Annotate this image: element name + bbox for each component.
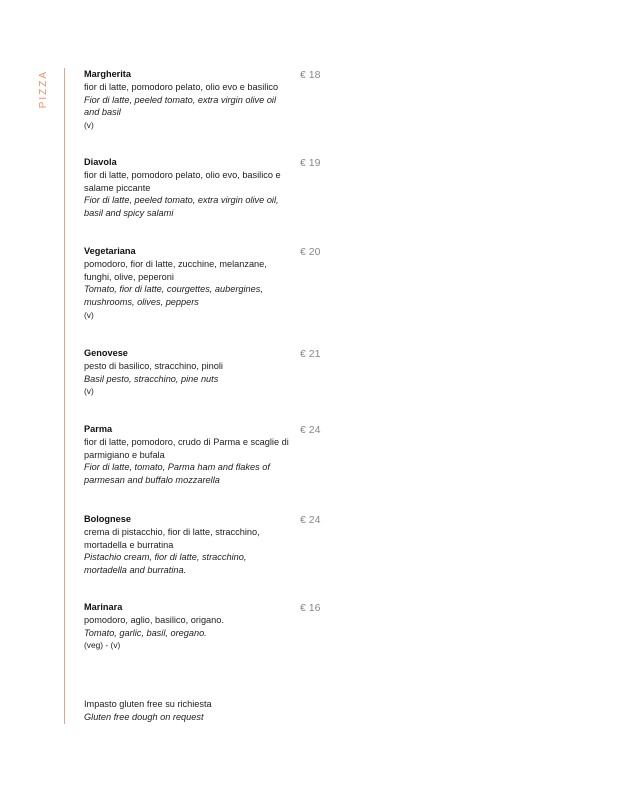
item-description-italian: fior di latte, pomodoro, crudo di Parma e scaglie di parmigiano e bufala [84,436,289,460]
note-italian: Impasto gluten free su richiesta [84,699,212,709]
item-name: Parma [84,424,113,434]
item-description-english: Fior di latte, peeled tomato, extra virgin olive oil, basil and spicy salami [84,195,279,219]
item-diet-tag: (v) [84,386,94,397]
note-english: Gluten free dough on request [84,712,204,722]
item-description-english: Basil pesto, stracchino, pine nuts [84,373,219,384]
item-diet-tag: (v) [84,120,94,131]
menu-item-vegetariana [84,245,534,322]
menu-item-margherita [84,68,534,132]
gluten-free-note [84,698,212,724]
item-description-english: Tomato, fior di latte, courgettes, aubergines, mushrooms, olives, peppers [84,284,263,308]
item-name: Diavola [84,157,117,167]
menu-item-diavola [84,156,534,220]
item-diet-tag: (veg) - (v) [84,640,121,651]
item-price: € 16 [300,602,321,614]
item-description-english: Pistachio cream, fior di latte, stracchino, mortadella and burratina. [84,552,247,576]
item-description-italian: pesto di basilico, stracchino, pinoli [84,360,223,371]
item-price: € 24 [300,514,321,526]
menu-item-marinara [84,601,534,652]
item-price: € 24 [300,424,321,436]
item-description-italian: pomodoro, fior di latte, zucchine, melanzane, funghi, olive, peperoni [84,258,267,282]
item-price: € 19 [300,157,321,169]
item-name: Genovese [84,348,128,358]
item-description-italian: crema di pistacchio, fior di latte, stracchino, mortadella e burratina [84,526,260,550]
menu-item-bolognese [84,513,534,577]
section-title: PIZZA [38,70,49,109]
item-name: Margherita [84,69,131,79]
menu-item-parma [84,423,534,487]
item-description-english: Fior di latte, peeled tomato, extra virgin olive oil and basil [84,94,277,118]
section-divider [64,68,65,724]
item-name: Bolognese [84,514,131,524]
item-description-english: Tomato, garlic, basil, oregano. [84,627,207,638]
item-description-italian: pomodoro, aglio, basilico, origano. [84,614,224,625]
item-description-italian: fior di latte, pomodoro pelato, olio evo, basilico e salame piccante [84,169,281,193]
item-diet-tag: (v) [84,309,94,320]
menu-item-genovese [84,347,534,398]
item-name: Marinara [84,602,123,612]
item-description-english: Fior di latte, tomato, Parma ham and flakes of parmesan and buffalo mozzarella [84,462,270,486]
item-price: € 21 [300,348,321,360]
item-name: Vegetariana [84,246,136,256]
item-price: € 20 [300,246,321,258]
item-description-italian: fior di latte, pomodoro pelato, olio evo e basilico [84,81,279,92]
item-price: € 18 [300,69,321,81]
